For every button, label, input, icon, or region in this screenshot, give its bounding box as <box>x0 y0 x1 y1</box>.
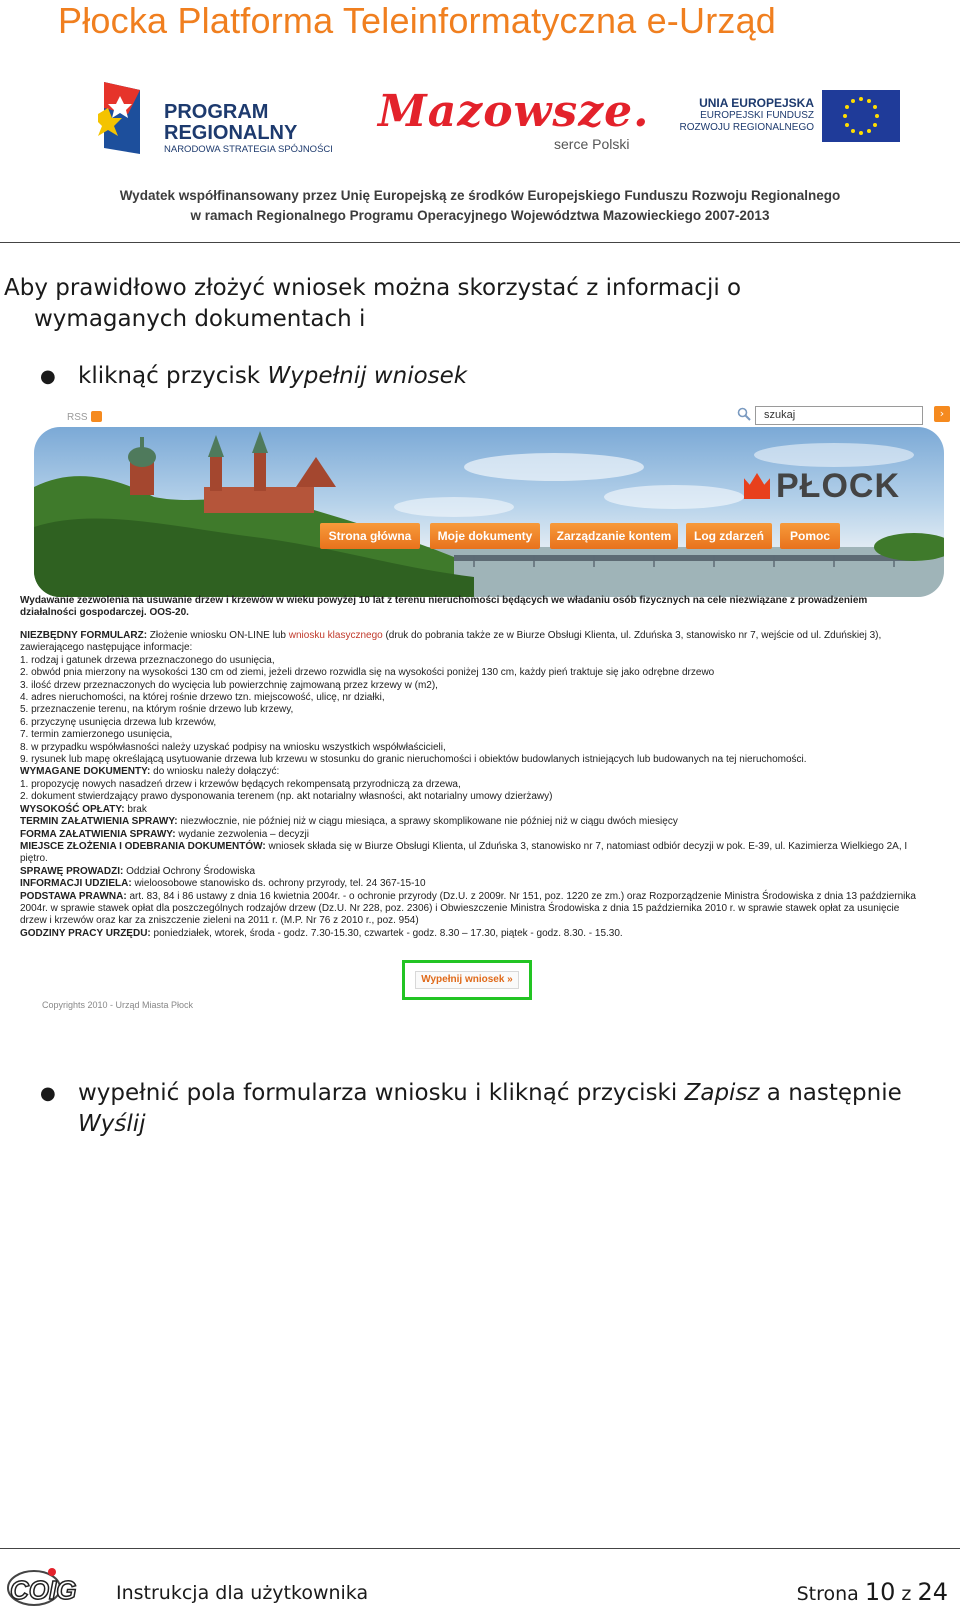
sponsor-logos <box>0 72 960 162</box>
term-label: TERMIN ZAŁATWIENIA SPRAWY: <box>20 816 178 828</box>
place-text: wniosek składa się w Biurze Obsługi Klienta, ul Zduńska 3, stanowisko nr 7, natomiast odbiór decyzji w pok. E-39, ul. Kazimierza Wielkiego 2A, I piętro. <box>20 840 908 865</box>
list-item: 9. rysunek lub mapę określającą usytuowanie drzewa lub krzewu w stosunku do granic nieruchomości i obiektów budowlanych istniejących lub budowanych na tej nieruchomości. <box>20 754 807 766</box>
fill-application-button[interactable]: Wypełnij wniosek » <box>415 971 519 989</box>
cofunding-notice <box>0 186 960 226</box>
handled-text: Oddział Ochrony Środowiska <box>123 865 256 877</box>
place-info <box>20 841 924 866</box>
handled-label: SPRAWĘ PROWADZI: <box>20 865 124 877</box>
mazowsze-wordmark: Mazowsze. <box>378 86 650 137</box>
banner-landscape-icon <box>34 427 944 597</box>
fee-info <box>20 804 924 816</box>
search-input[interactable]: szukaj <box>755 406 923 425</box>
contact-info <box>20 878 924 890</box>
docs-text: do wniosku należy dołączyć: <box>150 766 280 778</box>
eu-logo <box>672 90 902 150</box>
intro-paragraph <box>4 273 924 335</box>
info-text: wieloosobowe stanowisko ds. ochrony przyrody, tel. 24 367-15-10 <box>131 878 426 890</box>
cofunding-line2: w ramach Regionalnego Programu Operacyjnego Województwa Mazowieckiego 2007-2013 <box>190 208 770 223</box>
intro-line1: Aby prawidłowo złożyć wniosek można skorzystać z informacji o <box>4 275 742 301</box>
program-regionalny-line3: NARODOWA STRATEGIA SPÓJNOŚCI <box>164 144 333 155</box>
bullet1-italic: Wypełnij wniosek <box>267 363 468 389</box>
hours-text: poniedziałek, wtorek, środa - godz. 7.30-15.30, czwartek - godz. 8.30 – 17.30, piątek - godz. 8.30. - 15.30. <box>150 927 623 939</box>
bullet-dot-icon: ● <box>40 1083 56 1104</box>
office-hours-info <box>20 928 924 940</box>
required-documents <box>20 766 924 778</box>
plock-brand-logo <box>744 467 900 506</box>
page-current: 10 <box>864 1578 896 1606</box>
legal-basis-info <box>20 891 924 928</box>
intro-line2: wymaganych dokumentach i <box>34 306 366 332</box>
plock-brand-text: PŁOCK <box>776 467 900 505</box>
list-item: 2. dokument stwierdzający prawo dysponowania terenem (np. akt notarialny własności, akt notarialny umowy dzierżawy) <box>20 791 553 803</box>
eu-line3: ROZWOJU REGIONALNEGO <box>679 122 814 133</box>
search-icon <box>737 407 751 421</box>
bullet-text <box>78 361 918 392</box>
eu-flag-icon <box>822 90 900 142</box>
document-title: Płocka Platforma Teleinformatyczna e-Urząd <box>58 0 777 41</box>
nav-my-documents[interactable]: Moje dokumenty <box>430 523 540 549</box>
program-regionalny-line2: REGIONALNY <box>164 122 298 144</box>
bullet2-mid: a następnie <box>759 1080 902 1106</box>
footer-divider <box>0 1548 960 1549</box>
form-text-b: (druk do pobrania także ze w Biurze Obsługi Klienta, ul. Zduńska 3, stanowisko nr 7, wejście od ul. Zduńskiej 3), zawierającego następujące informacje: <box>20 630 882 654</box>
arrow-right-icon: › <box>939 407 945 420</box>
rss-icon <box>91 411 102 422</box>
nav-home[interactable]: Strona główna <box>320 523 420 549</box>
eu-line2: EUROPEJSKI FUNDUSZ <box>700 110 814 121</box>
info-label: INFORMACJI UDZIELA: <box>20 878 132 890</box>
crown-icon <box>744 473 770 499</box>
procedure-description <box>20 595 924 940</box>
fee-label: WYSOKOŚĆ OPŁATY: <box>20 803 125 815</box>
city-banner <box>34 427 944 597</box>
program-regionalny-logo <box>98 78 348 158</box>
fill-button-highlight <box>402 960 532 1000</box>
hours-label: GODZINY PRACY URZĘDU: <box>20 927 151 939</box>
header-divider <box>0 242 960 243</box>
coig-logo-text: COIG <box>10 1575 77 1605</box>
list-item: 5. przeznaczenie terenu, na którym rośnie drzewo lub krzewy, <box>20 704 294 716</box>
mazowsze-logo <box>378 86 648 156</box>
list-item: 1. rodzaj i gatunek drzewa przeznaczonego do usunięcia, <box>20 654 275 666</box>
page-of: z <box>895 1583 918 1605</box>
bullet-dot-icon: ● <box>40 366 56 387</box>
bullet2-text: wypełnić pola formularza wniosku i kliknąć przyciski <box>78 1080 685 1106</box>
nav-event-log[interactable]: Log zdarzeń <box>686 523 772 549</box>
rss-link[interactable] <box>67 411 102 423</box>
handled-by-info <box>20 866 924 878</box>
mazowsze-tagline: serce Polski <box>554 136 630 152</box>
list-item: 7. termin zamierzonego usunięcia, <box>20 729 173 741</box>
page-word: Strona <box>796 1583 865 1605</box>
form-label: NIEZBĘDNY FORMULARZ: <box>20 630 148 641</box>
form-text-a: Złożenie wniosku ON-LINE lub <box>147 630 289 641</box>
coig-logo <box>6 1566 94 1610</box>
page-number <box>797 1578 948 1606</box>
bullet2-italic-send: Wyślij <box>78 1111 146 1137</box>
classic-form-link[interactable]: wniosku klasycznego <box>288 630 383 641</box>
nav-help[interactable]: Pomoc <box>780 523 840 549</box>
eu-line1: UNIA EUROPEJSKA <box>699 96 814 110</box>
procedure-title: Wydawanie zezwolenia na usuwanie drzew i krzewów w wieku powyżej 10 lat z terenu nieruchomości będących we władaniu osób fizycznych na cele niezwiązane z prowadzeniem działalności gospodarczej. OOS-20. <box>20 595 868 618</box>
cofunding-line1: Wydatek współfinansowany przez Unię Europejską ze środków Europejskiego Funduszu Rozwoju Regionalnego <box>119 188 841 203</box>
nav-account-management[interactable]: Zarządzanie kontem <box>550 523 678 549</box>
list-item: 4. adres nieruchomości, na której rośnie drzewo tzn. miejscowość, ulicę, nr działki, <box>20 692 385 704</box>
required-form <box>20 630 924 655</box>
page-total: 24 <box>917 1578 948 1606</box>
list-item: 3. ilość drzew przeznaczonych do wycięcia lub powierzchnię zajmowaną przez krzewy w (m2), <box>20 679 438 691</box>
site-copyright: Copyrights 2010 - Urząd Miasta Płock <box>42 1000 194 1010</box>
fee-text: brak <box>124 803 147 815</box>
bullet2-italic-save: Zapisz <box>684 1080 760 1106</box>
search-submit-button[interactable] <box>934 406 950 422</box>
coig-logo-icon <box>6 1566 94 1610</box>
program-regionalny-emblem-icon <box>98 78 158 158</box>
bullet1-text: kliknąć przycisk <box>78 363 268 389</box>
list-item: 6. przyczynę usunięcia drzewa lub krzewów, <box>20 716 217 728</box>
term-text: niezwłocznie, nie później niż w ciągu miesiąca, a sprawy skomplikowane nie później niż w ciągu dwóch miesięcy <box>177 816 678 828</box>
bullet-text <box>78 1078 918 1140</box>
footer-document-name: Instrukcja dla użytkownika <box>116 1582 369 1604</box>
term-info <box>20 816 924 828</box>
law-label: PODSTAWA PRAWNA: <box>20 890 127 902</box>
result-form-info <box>20 829 924 841</box>
list-item: 1. propozycję nowych nasadzeń drzew i krzewów będących rekompensatą przyrodniczą za drzewa, <box>20 778 461 790</box>
docs-label: WYMAGANE DOKUMENTY: <box>20 766 151 778</box>
list-item: 8. w przypadku współwłasności należy uzyskać podpisy na wniosku wszystkich współwłaścicieli, <box>20 741 446 753</box>
rss-label: RSS <box>67 412 88 423</box>
list-item: 2. obwód pnia mierzony na wysokości 130 cm od ziemi, jeżeli drzewo rozwidla się na wysokości poniżej 130 cm, każdy pień traktuje się jako odrębne drzewo <box>20 667 715 679</box>
website-screenshot <box>4 403 956 1043</box>
program-regionalny-line1: PROGRAM <box>164 101 269 123</box>
result-form-label: FORMA ZAŁATWIENIA SPRAWY: <box>20 828 176 840</box>
law-text: art. 83, 84 i 86 ustawy z dnia 16 kwietnia 2004r. - o ochronie przyrody (Dz.U. z 2009r. Nr 151, poz. 1220 ze zm.) oraz Rozporządzenie Ministra Środowiska z dnia 13 października 2004r. w sprawie stawek opłat dla poszczególnych rodzajów drzew (Dz.U. Nr 228, poz. 2306) i Obwieszczenie Ministra Środowiska z dnia 15 października 2010 r. w sprawie stawek opłat za usunięcie drzew i krzewów oraz kar za zniszczenie zieleni na 2011 r. (M.P. Nr 76 z 2010 r., poz. 954) <box>20 890 916 927</box>
result-form-text: wydanie zezwolenia – decyzji <box>175 828 309 840</box>
place-label: MIEJSCE ZŁOŻENIA I ODEBRANIA DOKUMENTÓW: <box>20 840 266 852</box>
